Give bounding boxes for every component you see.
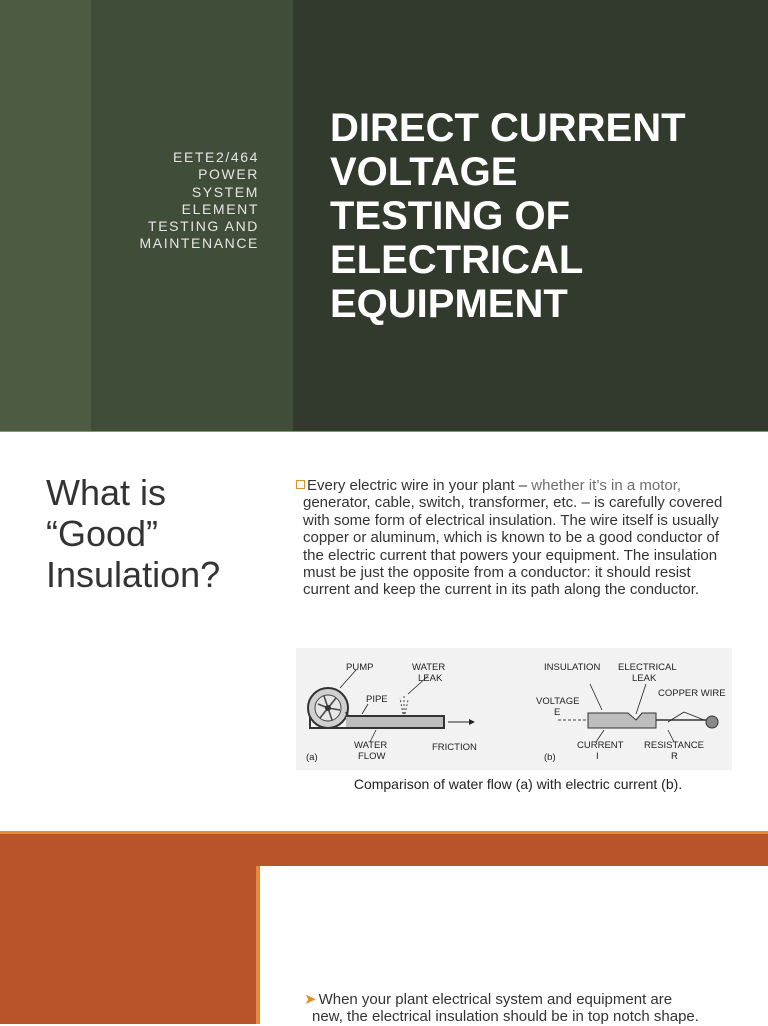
label-resistance: R xyxy=(671,751,678,762)
label-current: I xyxy=(596,751,599,762)
comparison-figure xyxy=(296,648,732,770)
label-friction: FRICTION xyxy=(432,742,477,753)
label-resistance: RESISTANCE xyxy=(644,740,705,751)
label-pump: PUMP xyxy=(346,662,374,673)
condition-slide xyxy=(0,834,768,1024)
label-current: CURRENT xyxy=(577,740,624,751)
label-electrical-leak: LEAK xyxy=(632,673,657,684)
bullet-paragraph xyxy=(304,991,704,1026)
insulation-slide xyxy=(0,432,768,832)
label-water-leak: LEAK xyxy=(418,673,443,684)
paragraph-text: Every electric wire in your plant – xyxy=(307,477,532,494)
label-water-leak: WATER xyxy=(412,662,446,673)
figure-caption: Comparison of water flow (a) with electric current (b). xyxy=(353,776,683,792)
label-voltage: VOLTAGE xyxy=(536,696,580,707)
slide-title: DIRECT CURRENT VOLTAGE TESTING OF ELECTRICAL EQUIPMENT xyxy=(330,106,686,326)
course-subtitle: EETE2/464 POWER SYSTEM ELEMENT TESTING AND MAINTENANCE xyxy=(139,149,259,252)
panel-label-a: (a) xyxy=(306,752,318,763)
paragraph-text: When your plant electrical system and equipment are new, the electrical insulation should be in top notch shape. xyxy=(312,991,699,1026)
square-bullet-icon xyxy=(296,480,305,489)
content-card xyxy=(256,866,768,1024)
label-water-flow: FLOW xyxy=(358,751,386,762)
slide-heading: What is “Good” Insulation? xyxy=(46,472,221,595)
label-voltage: E xyxy=(554,707,561,718)
label-water-flow: WATER xyxy=(354,740,388,751)
label-electrical-leak: ELECTRICAL xyxy=(618,662,677,673)
label-insulation: INSULATION xyxy=(544,662,601,673)
arrow-bullet-icon: ➤ xyxy=(304,991,317,1008)
decorative-stripe xyxy=(0,0,91,432)
paragraph-text-muted: whether it’s in a motor, xyxy=(531,477,682,494)
bullet-paragraph xyxy=(296,477,736,599)
paragraph-text-rest: generator, cable, switch, transformer, etc. – is carefully covered with some form of electrical insulation. The wire itself is usually copper or aluminum, which is known to be a good conductor of the electric current that powers your equipment. The insulation must be just the opposite from a conductor: it should resist current and keep the current in its path along the conductor. xyxy=(303,494,723,599)
panel-label-b: (b) xyxy=(544,752,556,763)
pump-diagram xyxy=(308,670,474,742)
title-slide xyxy=(0,0,768,432)
label-copper-wire: COPPER WIRE xyxy=(658,688,726,699)
label-pipe: PIPE xyxy=(366,694,388,705)
